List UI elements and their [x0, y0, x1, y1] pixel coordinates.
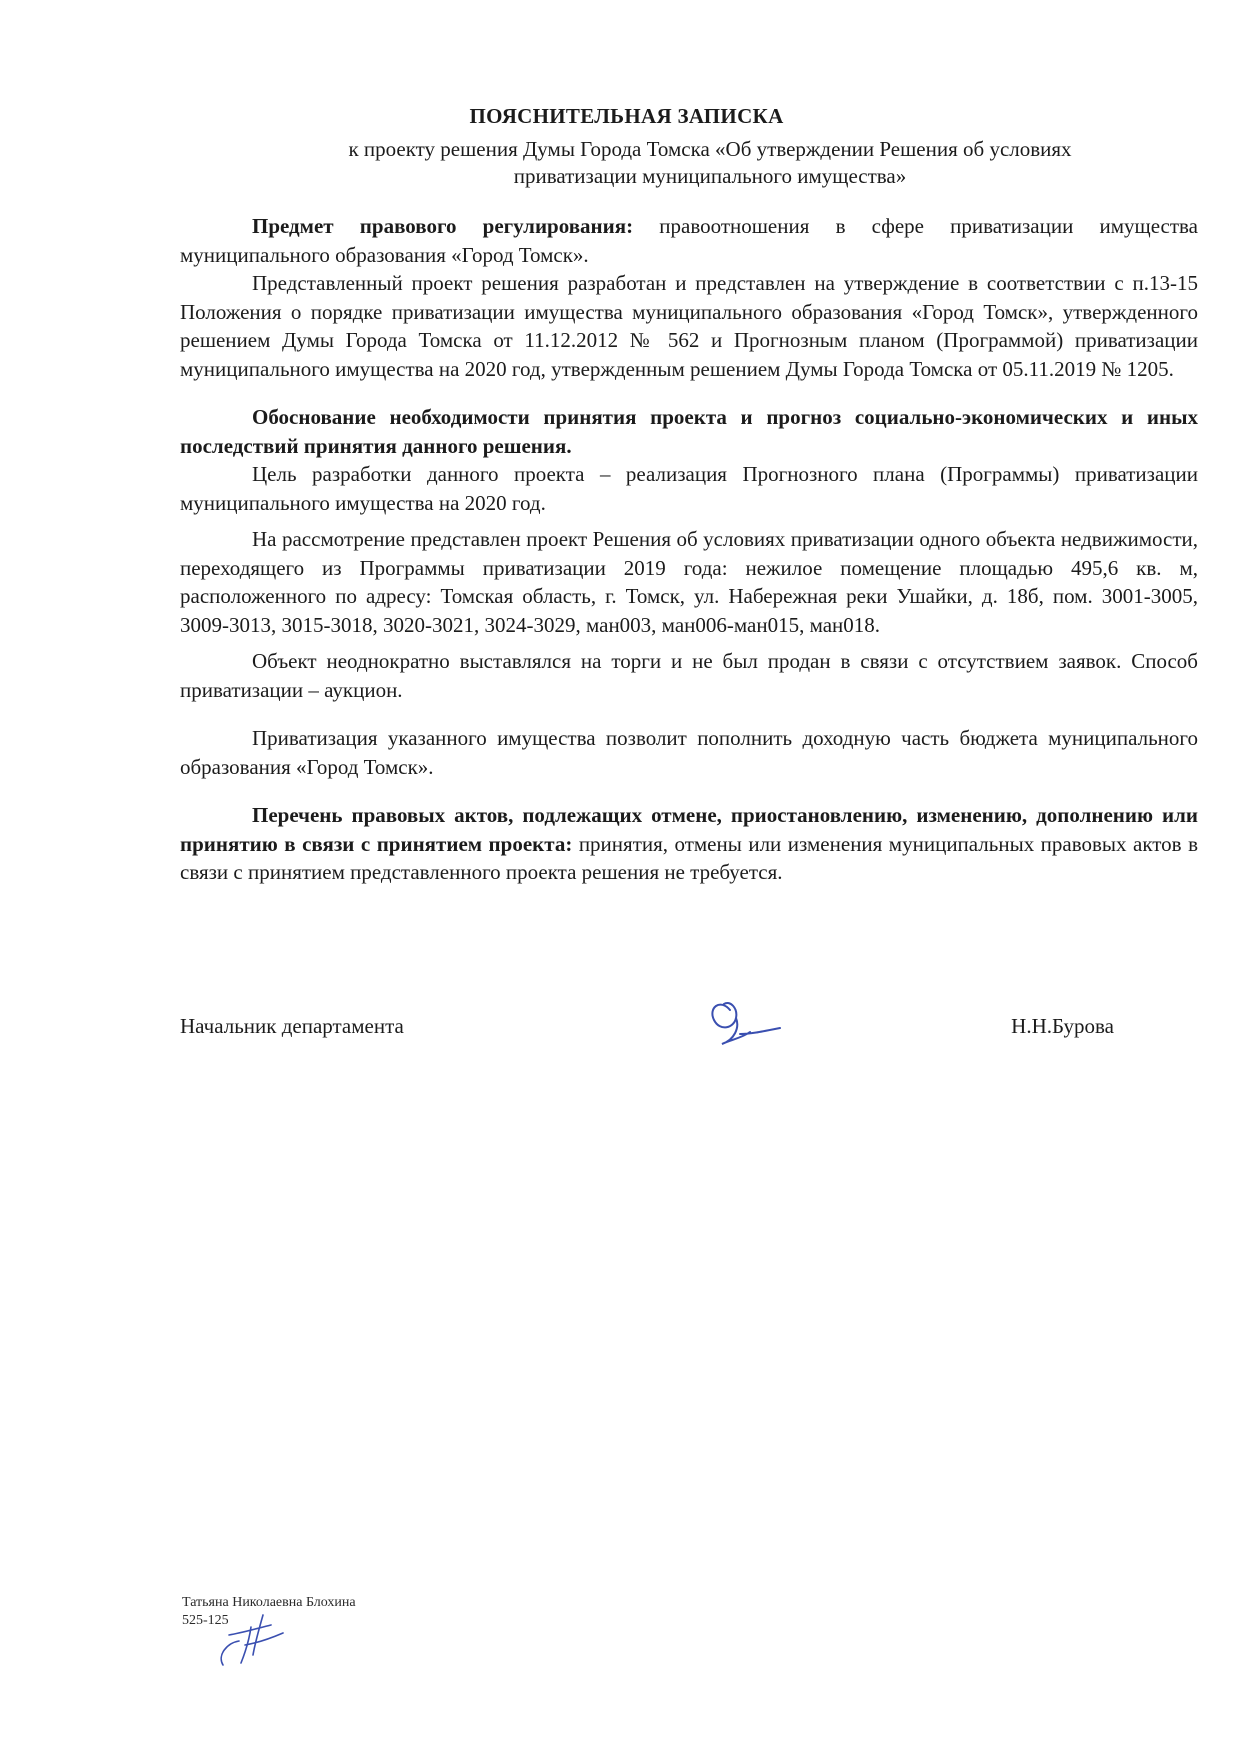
subject-text: правоотношения в сфере приватизации имущества муниципального образования «Город Томск». [180, 214, 1199, 267]
document-subtitle [260, 136, 1160, 190]
goal-paragraph: Цель разработки данного проекта – реализация Прогнозного плана (Программы) приватизации муниципального имущества на 2020 год. [180, 462, 1198, 515]
signer-name: Н.Н.Бурова [1011, 1014, 1114, 1038]
justification-heading-text: Обоснование необходимости принятия проекта и прогноз социально-экономических и иных последствий принятия данного решения. [180, 405, 1198, 458]
executor-name: Татьяна Николаевна Блохина [182, 1595, 356, 1610]
auction-paragraph: Объект неоднократно выставлялся на торги и не был продан в связи с отсутствием заявок. Способ приватизации – аукцион. [180, 649, 1198, 702]
executor-signature [215, 1605, 295, 1675]
subtitle-line-2: приватизации муниципального имущества» [513, 164, 907, 188]
acts-text: принятия, отмены или изменения муниципальных правовых актов в связи с принятием представленного проекта решения не требуется. [180, 831, 1198, 884]
subject-paragraph [180, 212, 1198, 269]
acts-heading: Перечень правовых актов, подлежащих отмене, приостановлению, изменению, дополнению или принятию в связи с принятием проекта: [180, 803, 1198, 856]
subject-heading: Предмет правового регулирования: [252, 214, 634, 238]
acts-paragraph [180, 801, 1198, 887]
object-paragraph: На рассмотрение представлен проект Решения об условиях приватизации одного объекта недвижимости, переходящего из Программы приватизации 2019 года: нежилое помещение площадью 495,6 кв. м, расположенного по адресу: Томская область, г. Томск, ул. Набережная реки Ушайки, д. 18б, пом. 3001-3005, 3009-3013, 3015-3018, 3020-3021, 3024-3029, ман003, ман006-ман015, ман018. [180, 527, 1198, 637]
justification-heading [180, 403, 1198, 460]
budget-paragraph: Приватизация указанного имущества позволит пополнить доходную часть бюджета муниципального образования «Город Томск». [180, 726, 1198, 779]
signature-block [180, 1014, 1198, 1054]
handwritten-signature [700, 988, 790, 1058]
signer-position: Начальник департамента [180, 1014, 404, 1038]
basis-paragraph: Представленный проект решения разработан и представлен на утверждение в соответствии с п.13-15 Положения о порядке приватизации имущества муниципального образования «Город Томск», утвержденного решением Думы Города Томска от 11.12.2012 № 562 и Прогнозным планом (Программой) приватизации муниципального имущества на 2020 год, утвержденным решением Думы Города Томска от 05.11.2019 № 1205. [180, 271, 1198, 381]
document-title: ПОЯСНИТЕЛЬНАЯ ЗАПИСКА [469, 104, 784, 128]
document-body [180, 212, 1198, 887]
executor-phone: 525-125 [182, 1613, 229, 1628]
subtitle-line-1: к проекту решения Думы Города Томска «Об утверждении Решения об условиях [348, 137, 1072, 161]
